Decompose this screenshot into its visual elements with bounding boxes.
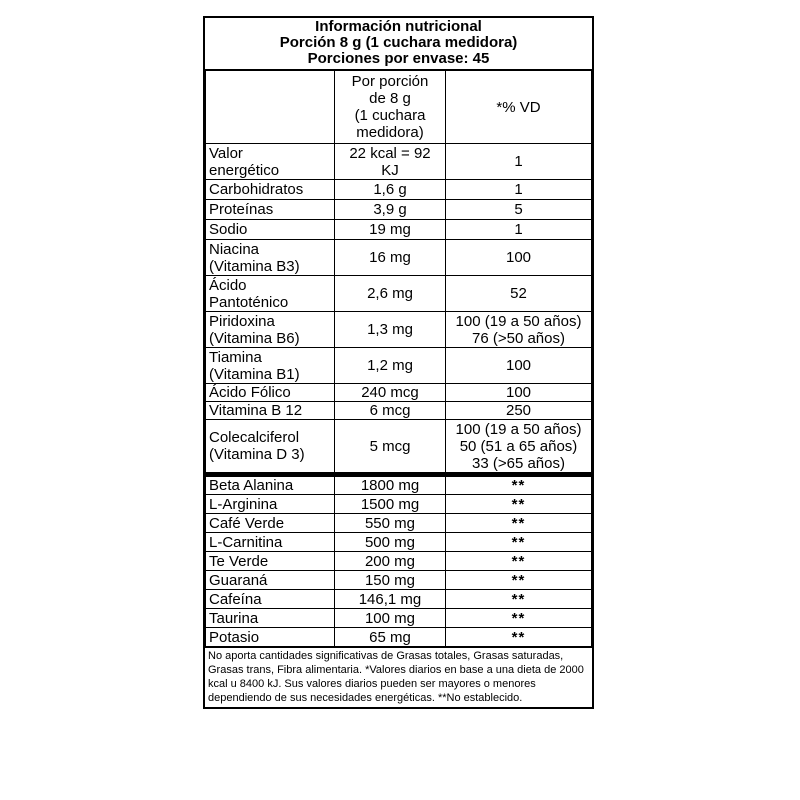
ingredient-row bbox=[206, 590, 592, 609]
nutrient-amount: 1,6 g bbox=[335, 180, 446, 200]
ingredient-name: Potasio bbox=[206, 628, 335, 647]
nutrient-name: Sodio bbox=[206, 220, 335, 240]
footnote: No aporta cantidades significativas de Grasas totales, Grasas saturadas, Grasas trans, Fibra alimentaria. *Valores diarios en base a una dieta de 2000 kcal u 8400 kJ. Sus valores diarios pueden ser mayores o menores dependiendo de sus necesidades energéticas. **No establecido. bbox=[205, 647, 592, 707]
nutrient-name: Proteínas bbox=[206, 200, 335, 220]
nutrient-vd: 5 bbox=[446, 200, 592, 220]
nutrient-vd: 1 bbox=[446, 180, 592, 200]
ingredient-row bbox=[206, 495, 592, 514]
ingredient-vd: ** bbox=[446, 533, 592, 552]
nutrient-row bbox=[206, 420, 592, 475]
nutrient-amount: 19 mg bbox=[335, 220, 446, 240]
nutrient-row bbox=[206, 276, 592, 312]
nutrition-facts-label bbox=[203, 16, 594, 709]
nutrient-row bbox=[206, 200, 592, 220]
nutrient-row bbox=[206, 312, 592, 348]
label-header bbox=[205, 18, 592, 70]
nutrition-table bbox=[205, 70, 592, 647]
ingredient-row bbox=[206, 552, 592, 571]
label-title: Información nutricional bbox=[315, 18, 482, 35]
nutrient-vd: 100 (19 a 50 años) 76 (>50 años) bbox=[446, 312, 592, 348]
ingredient-name: Café Verde bbox=[206, 514, 335, 533]
nutrient-name: Carbohidratos bbox=[206, 180, 335, 200]
ingredient-row bbox=[206, 533, 592, 552]
column-header-vd: *% VD bbox=[446, 71, 592, 144]
ingredient-name: Guaraná bbox=[206, 571, 335, 590]
nutrient-amount: 16 mg bbox=[335, 240, 446, 276]
nutrient-vd: 100 (19 a 50 años) 50 (51 a 65 años) 33 (>65 años) bbox=[446, 420, 592, 475]
ingredient-amount: 1800 mg bbox=[335, 475, 446, 495]
ingredient-vd: ** bbox=[446, 628, 592, 647]
nutrient-amount: 240 mcg bbox=[335, 384, 446, 402]
ingredient-vd: ** bbox=[446, 495, 592, 514]
column-header-nutrient bbox=[206, 71, 335, 144]
ingredient-row bbox=[206, 514, 592, 533]
nutrient-amount: 1,2 mg bbox=[335, 348, 446, 384]
ingredient-name: Te Verde bbox=[206, 552, 335, 571]
ingredient-row bbox=[206, 609, 592, 628]
ingredient-vd: ** bbox=[446, 514, 592, 533]
nutrient-row bbox=[206, 180, 592, 200]
ingredient-vd: ** bbox=[446, 609, 592, 628]
ingredient-amount: 1500 mg bbox=[335, 495, 446, 514]
nutrient-name: Ácido Pantoténico bbox=[206, 276, 335, 312]
nutrient-vd: 100 bbox=[446, 348, 592, 384]
nutrient-row bbox=[206, 240, 592, 276]
nutrient-vd: 250 bbox=[446, 402, 592, 420]
ingredient-name: L-Carnitina bbox=[206, 533, 335, 552]
ingredient-amount: 200 mg bbox=[335, 552, 446, 571]
nutrient-vd: 100 bbox=[446, 240, 592, 276]
ingredient-name: Cafeína bbox=[206, 590, 335, 609]
ingredient-row bbox=[206, 628, 592, 647]
ingredient-amount: 65 mg bbox=[335, 628, 446, 647]
nutrient-name: Colecalciferol (Vitamina D 3) bbox=[206, 420, 335, 475]
nutrient-amount: 2,6 mg bbox=[335, 276, 446, 312]
ingredient-amount: 146,1 mg bbox=[335, 590, 446, 609]
nutrient-name: Niacina (Vitamina B3) bbox=[206, 240, 335, 276]
ingredient-vd: ** bbox=[446, 571, 592, 590]
ingredient-vd: ** bbox=[446, 552, 592, 571]
column-header-row bbox=[206, 71, 592, 144]
nutrient-name: Piridoxina (Vitamina B6) bbox=[206, 312, 335, 348]
nutrient-vd: 52 bbox=[446, 276, 592, 312]
nutrient-row bbox=[206, 144, 592, 180]
column-header-per-portion: Por porción de 8 g (1 cuchara medidora) bbox=[335, 71, 446, 144]
nutrient-amount: 6 mcg bbox=[335, 402, 446, 420]
ingredient-amount: 500 mg bbox=[335, 533, 446, 552]
nutrient-row bbox=[206, 348, 592, 384]
nutrient-amount: 3,9 g bbox=[335, 200, 446, 220]
nutrient-amount: 1,3 mg bbox=[335, 312, 446, 348]
ingredient-amount: 150 mg bbox=[335, 571, 446, 590]
nutrient-row bbox=[206, 220, 592, 240]
ingredient-vd: ** bbox=[446, 475, 592, 495]
ingredient-amount: 550 mg bbox=[335, 514, 446, 533]
nutrient-amount: 22 kcal = 92 KJ bbox=[335, 144, 446, 180]
nutrient-vd: 1 bbox=[446, 144, 592, 180]
servings-per-container: Porciones por envase: 45 bbox=[307, 50, 490, 67]
nutrient-name: Tiamina (Vitamina B1) bbox=[206, 348, 335, 384]
nutrient-name: Ácido Fólico bbox=[206, 384, 335, 402]
nutrient-vd: 1 bbox=[446, 220, 592, 240]
nutrient-row bbox=[206, 402, 592, 420]
nutrient-vd: 100 bbox=[446, 384, 592, 402]
portion-size: Porción 8 g (1 cuchara medidora) bbox=[279, 34, 518, 51]
nutrient-amount: 5 mcg bbox=[335, 420, 446, 475]
nutrient-name: Vitamina B 12 bbox=[206, 402, 335, 420]
nutrient-name: Valor energético bbox=[206, 144, 335, 180]
ingredient-name: Taurina bbox=[206, 609, 335, 628]
nutrient-row bbox=[206, 384, 592, 402]
ingredient-row bbox=[206, 475, 592, 495]
ingredient-row bbox=[206, 571, 592, 590]
ingredient-name: Beta Alanina bbox=[206, 475, 335, 495]
ingredient-vd: ** bbox=[446, 590, 592, 609]
ingredient-name: L-Arginina bbox=[206, 495, 335, 514]
ingredient-amount: 100 mg bbox=[335, 609, 446, 628]
